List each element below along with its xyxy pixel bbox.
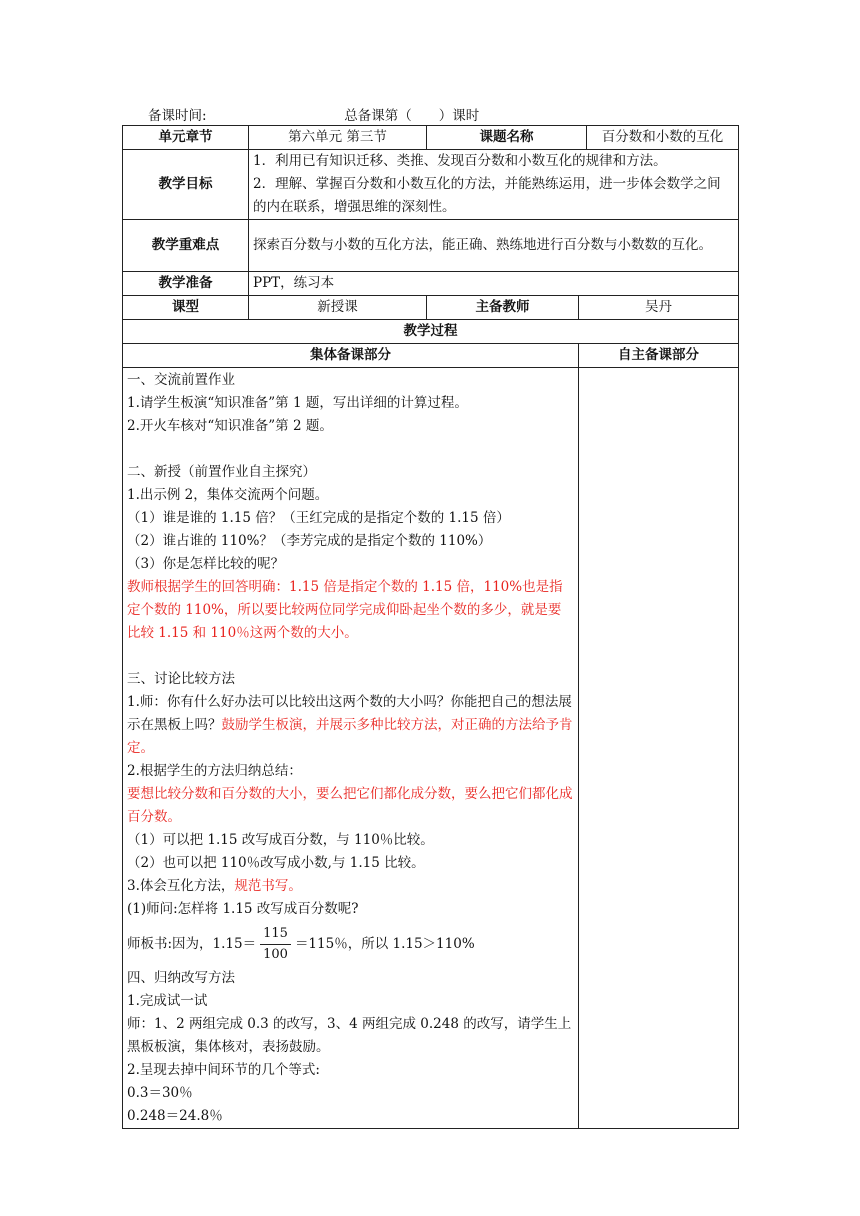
process-header-row [123,344,739,368]
section-2-question-1: （1）谁是谁的 1.15 倍？（王红完成的是指定个数的 1.15 倍） [127,510,510,526]
section-1-line-2: 2.开火车核对“知识准备”第 2 题。 [127,418,333,434]
type-label: 课型 [123,296,249,320]
section-3-line-2: 2.根据学生的方法归纳总结： [127,763,302,779]
prep-label: 教学准备 [123,272,249,296]
spacer [127,438,574,461]
unit-row [123,126,739,150]
section-2-question-2: （2）谁占谁的 110%？（李芳完成的是指定个数的 110%） [127,533,492,549]
section-2-question-3: （3）你是怎样比较的呢？ [127,556,285,572]
goal-row [123,150,739,220]
section-3-teacher-question: (1)师问:怎样将 1.15 改写成百分数呢? [127,901,359,917]
type-value: 新授课 [249,296,427,320]
key-label: 教学重难点 [123,220,249,272]
spacer [127,645,574,668]
key-value: 探索百分数与小数的互化方法，能正确、熟练地进行百分数与小数数的互化。 [249,220,739,272]
section-3-point-1: （1）可以把 1.15 改写成百分数，与 110％比较。 [127,832,434,848]
group-prep-header: 集体备课部分 [123,344,579,368]
section-4-line-2: 师：1、2 两组完成 0.3 的改写，3、4 两组完成 0.248 的改写，请学生上黑板板演，集体核对，表扬鼓励。 [127,1016,572,1055]
type-row [123,296,739,320]
fraction-denominator: 100 [263,946,288,962]
board-text-end: ＝115％，所以 1.15＞110% [294,935,475,952]
goal-item-1: 1．利用已有知识迁移、类推、发现百分数和小数互化的规律和方法。 [253,153,667,169]
equation-2: 0.248＝24.8％ [127,1108,223,1124]
lesson-plan-table-wrapper [122,125,738,1129]
section-3-title: 三、讨论比较方法 [127,671,235,687]
section-3-standard: 规范书写。 [234,878,302,894]
section-1-line-1: 1.请学生板演“知识准备”第 1 题，写出详细的计算过程。 [127,395,468,411]
process-title-row [123,320,739,344]
teacher-label: 主备教师 [427,296,579,320]
section-3-line-3 [127,875,574,898]
unit-value: 第六单元 第三节 [249,126,427,150]
process-title: 教学过程 [123,320,739,344]
board-text-start: 师板书:因为，1.15＝ [127,935,257,952]
lesson-plan-table [122,125,739,1129]
topic-label: 课题名称 [427,126,587,150]
section-3-line-1 [127,691,574,760]
equation-1: 0.3＝30％ [127,1085,193,1101]
section-2-teacher-note: 教师根据学生的回答明确：1.15 倍是指定个数的 1.15 倍，110%也是指定个数的 110%，所以要比较两位同学完成仰卧起坐个数的多少，就是要比较 1.15 和 110％这两个数的大小。 [127,579,563,641]
section-2-title: 二、新授（前置作业自主探究） [127,464,316,480]
topic-value: 百分数和小数的互化 [587,126,739,150]
key-row [123,220,739,272]
section-3-method: 3.体会互化方法， [127,878,235,894]
section-2-line-1: 1.出示例 2，集体交流两个问题。 [127,487,329,503]
process-body-row [123,368,739,1129]
prep-time-label: 备课时间: [148,108,207,124]
section-1-title: 一、交流前置作业 [127,372,235,388]
section-4-line-3: 2.呈现去掉中间环节的几个等式: [127,1062,320,1078]
section-3-summary: 要想比较分数和百分数的大小，要么把它们都化成分数，要么把它们都化成百分数。 [127,786,573,825]
teacher-value: 吴丹 [579,296,739,320]
unit-label: 单元章节 [123,126,249,150]
section-3-question: 1.师：你有什么好办法可以比较出这两个数的大小吗？你能把自己的想法展示在黑板上吗？ [127,694,572,733]
group-prep-content [123,368,579,1129]
prep-row [123,272,739,296]
blackboard-equation [127,921,574,967]
fraction [260,924,291,965]
section-3-point-2: （2）也可以把 110％改写成小数,与 1.15 比较。 [127,855,425,871]
section-4-title: 四、归纳改写方法 [127,970,235,986]
goal-content [249,150,739,220]
prep-value: PPT，练习本 [249,272,739,296]
document-header [148,104,479,124]
fraction-numerator: 115 [260,924,291,945]
self-prep-header: 自主备课部分 [579,344,739,368]
self-prep-content [579,368,739,1129]
section-4-line-1: 1.完成试一试 [127,993,208,1009]
goal-item-2: 2．理解、掌握百分数和小数互化的方法，并能熟练运用，进一步体会数学之间的内在联系，增强思维的深刻性。 [253,176,721,215]
total-lesson-label: 总备课第（ ）课时 [344,108,480,124]
section-3-encourage: 鼓励学生板演，并展示多种比较方法，对正确的方法给予肯定。 [127,717,573,756]
goal-label: 教学目标 [123,150,249,220]
